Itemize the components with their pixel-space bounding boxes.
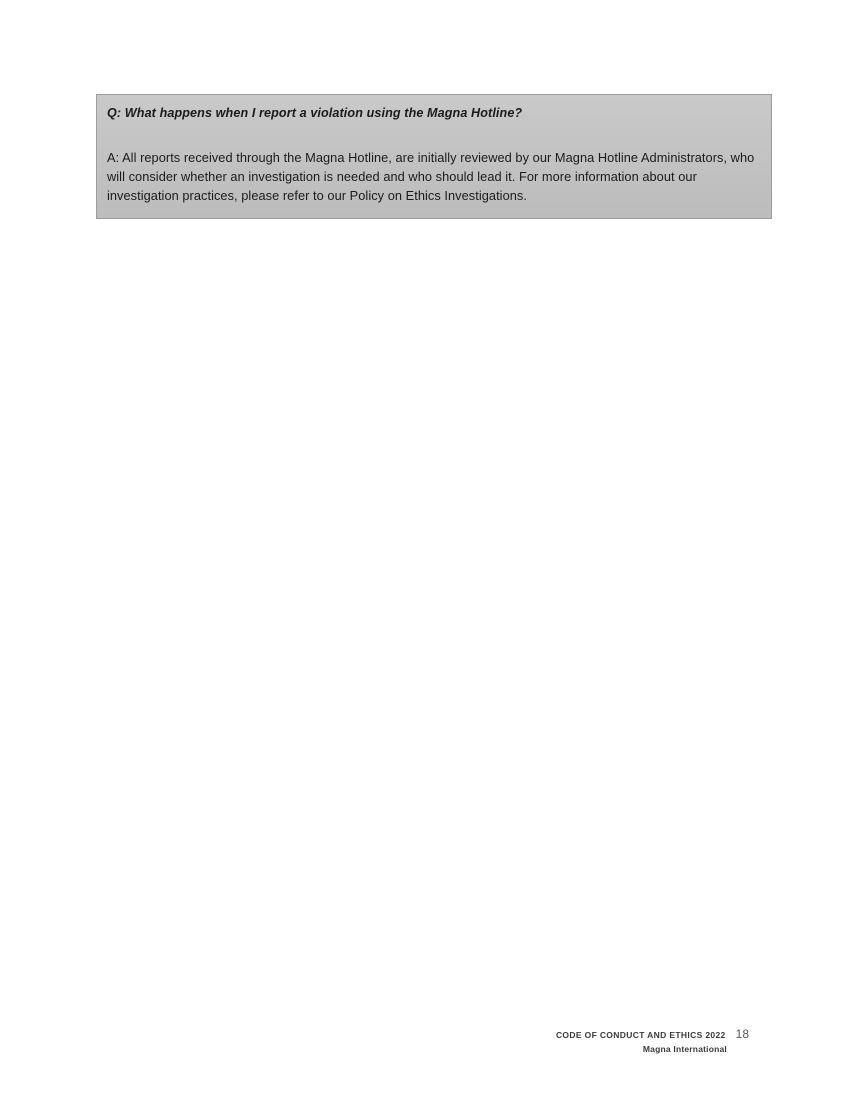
qa-answer-text: A: All reports received through the Magna Hotline, are initially reviewed by our Magna Hotline Administrators, who will consider whether an investigation is needed and who should lead it. For more information about our investigation practices, please refer to our Policy on Ethics Investigations. bbox=[107, 150, 755, 204]
qa-spacer bbox=[107, 122, 759, 148]
footer-page-number: 18 bbox=[735, 1027, 749, 1041]
footer-primary-line bbox=[329, 1027, 749, 1041]
footer-document-title: CODE OF CONDUCT AND ETHICS 2022 bbox=[555, 1030, 726, 1040]
qa-callout-box bbox=[96, 94, 772, 219]
qa-question-text: Q: What happens when I report a violation using the Magna Hotline? bbox=[107, 106, 523, 120]
page-footer bbox=[329, 1027, 749, 1054]
footer-company-name: Magna International bbox=[642, 1044, 727, 1054]
